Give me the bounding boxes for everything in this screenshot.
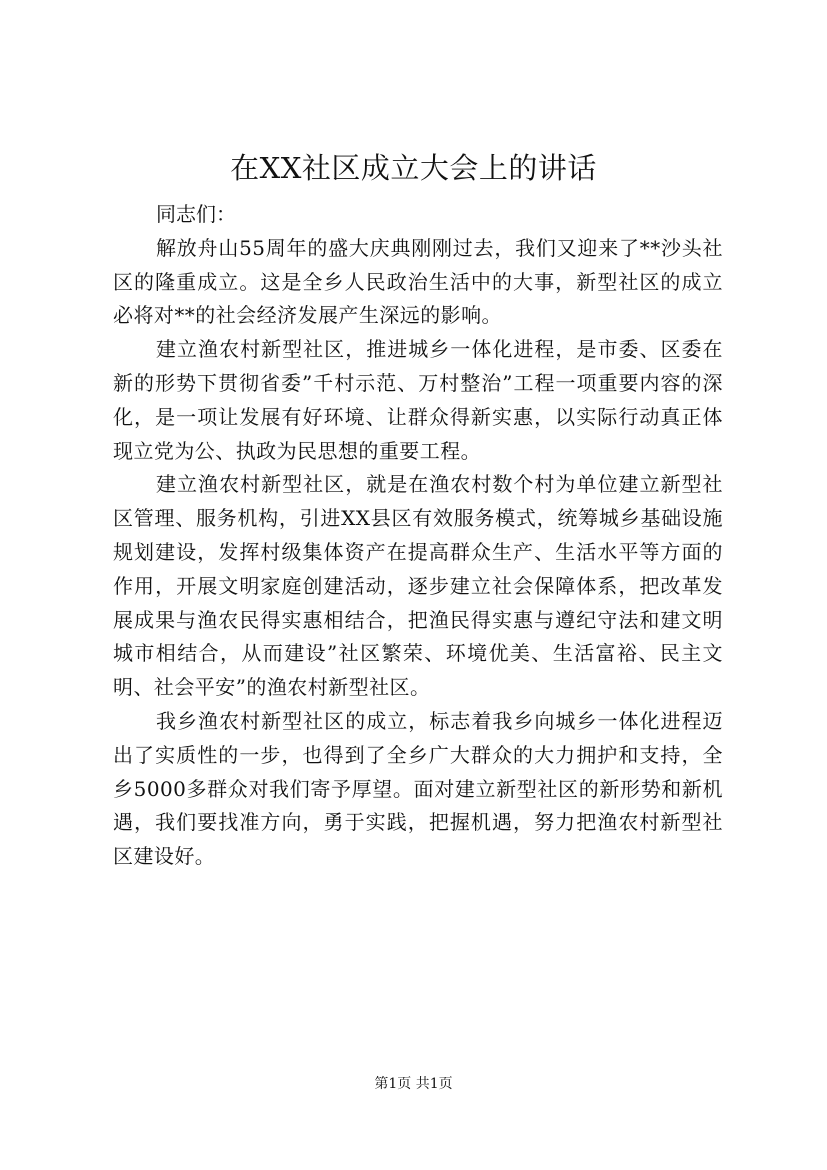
- paragraph-4: 我乡渔农村新型社区的成立，标志着我乡向城乡一体化进程迈出了实质性的一步，也得到了全乡广大群众的大力拥护和支持，全乡5000多群众对我们寄予厚望。面对建立新型社区的新形势和新机遇，我们要找准方向，勇于实践，把握机遇，努力把渔农村新型社区建设好。: [113, 708, 723, 869]
- paragraph-2: 建立渔农村新型社区，推进城乡一体化进程，是市委、区委在新的形势下贯彻省委”千村示范、万村整治”工程一项重要内容的深化，是一项让发展有好环境、让群众得新实惠，以实际行动真正体现立党为公、执政为民思想的重要工程。: [113, 337, 723, 463]
- paragraph-3: 建立渔农村新型社区，就是在渔农村数个村为单位建立新型社区管理、服务机构，引进XX县区有效服务模式，统筹城乡基础设施规划建设，发挥村级集体资产在提高群众生产、生活水平等方面的作用，开展文明家庭创建活动，逐步建立社会保障体系，把改革发展成果与渔农民得实惠相结合，把渔民得实惠与遵纪守法和建文明城市相结合，从而建设”社区繁荣、环境优美、生活富裕、民主文明、社会平安”的渔农村新型社区。: [113, 472, 723, 700]
- page-number-footer: 第1页 共1页: [374, 1076, 453, 1092]
- paragraph-1: 解放舟山55周年的盛大庆典刚刚过去，我们又迎来了**沙头社区的隆重成立。这是全乡人民政治生活中的大事，新型社区的成立必将对**的社会经济发展产生深远的影响。: [113, 235, 723, 328]
- salutation: 同志们：: [156, 202, 236, 226]
- document-body: [113, 198, 723, 874]
- document-title: 在XX社区成立大会上的讲话: [230, 151, 597, 185]
